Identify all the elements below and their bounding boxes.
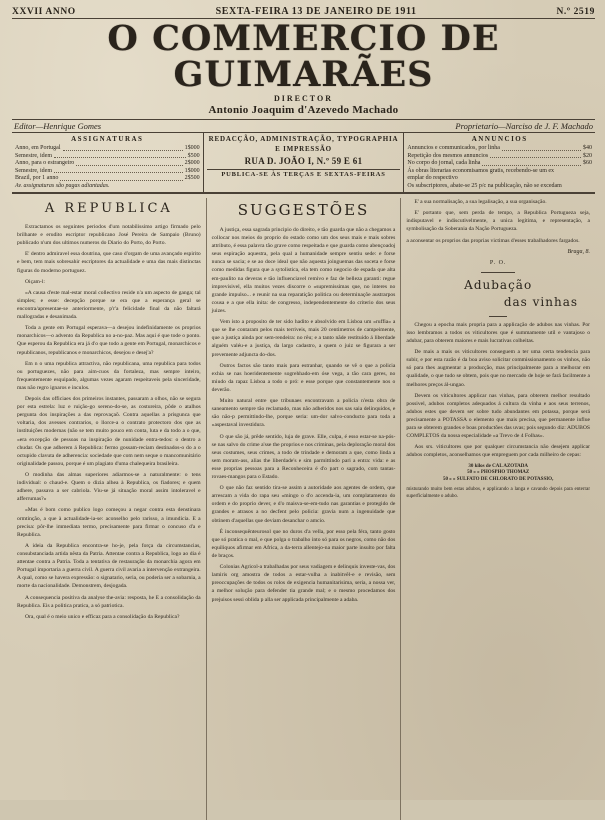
ad-note-text: Os subscriptores, abate-se 25 p/c na publicação, não se excedam: [407, 182, 562, 189]
price-row: [15, 145, 200, 153]
advertising-block: [403, 133, 595, 192]
paragraph: A consequencia positiva da analyse the-avia: resposta, he E a consolidação da Republica. Eis a politica pratica, a só patriotica.: [17, 594, 201, 609]
paragraph: Chegou a epocha mais propria para a applicação de adubos nas vinhas. Por isso lembramos a todos os viticultores que é summamente util e vantajoso o adubar, para obterem maiores e mais lucrativas colheitas.: [406, 321, 591, 345]
article-signature-initials: P. O.: [489, 260, 507, 267]
article-columns: [12, 198, 595, 820]
leader-dots: [76, 160, 182, 166]
ad-closing-text: misturando muito bem estas adubos, e applicando a langa e cavando depois para enterrar superficialmente o adubo.: [406, 486, 591, 499]
fertilizer-ad-block: [406, 464, 590, 501]
ad-note: [407, 168, 592, 176]
paragraph: Ora, qual é o meio unico e efficaz para a consolidação da Republica?: [25, 613, 180, 620]
leader-dots: [54, 168, 183, 174]
headline-divider: [489, 316, 507, 317]
publication-days: PUBLICA-SE ÀS TERÇAS E SEXTAS-FEIRAS: [207, 169, 401, 179]
price-label: Semestre, idem: [15, 152, 52, 159]
price-label: Semestre, idem: [15, 167, 52, 174]
ad-price-value: $60: [583, 160, 592, 167]
ad-line: 50 » » SULFATO DE CHLORATO DE POTASSIO,: [443, 477, 554, 483]
column-3: [400, 198, 595, 820]
subs-note-text: Av. assignaturas são pagas adiantadas.: [15, 182, 110, 189]
article-headline-suggestoes: SUGGESTÕES: [237, 201, 370, 220]
leader-dots: [490, 153, 581, 159]
ad-price-label: Repetição dos mesmos annuncios: [407, 152, 489, 159]
leader-dots: [482, 160, 581, 166]
article-headline-republica: A REPUBLICA: [44, 201, 173, 217]
subscriptions-block: [12, 133, 203, 192]
leader-dots: [54, 153, 186, 159]
price-value: 2$000: [184, 160, 200, 167]
paragraph-continuation: a aconsentar os proprios das proprias victimas d'esses trabalhadores fargados.: [406, 237, 580, 244]
ad-price-label: Annuncios e communicados, por linha: [407, 145, 500, 152]
price-value: 1$000: [184, 145, 200, 152]
subs-note: [15, 183, 200, 191]
paragraph: «A causa d'este mal-estar moral collectivo reside n'a um aspecto de ganga; tal simples; e esse: decepção porque se era que a esperança geral se encontra/apresentae-se anteriormente, p'r'a felicidade final da não faltará mallogradas e desanimada.: [17, 289, 201, 321]
publisher-address-block: [203, 133, 404, 192]
office-address: RUA D. JOÃO I, N.º 59 E 61: [244, 155, 363, 166]
paragraph: E' a sua normalisação, a sua legalisação, a sua organisação.: [414, 199, 547, 206]
price-row: [15, 168, 200, 176]
section-divider: [481, 272, 515, 273]
paragraph: De mais a mais os viticultores conseguem a ter uma certa tendencia para subir, e por esta razão é da boa aviso solicitar commissionamento os vinhos, não só para thes augmentar a producção, mas principalmente para a melhorar em qualidade, o que tudo se obtem, pois que no mercado de hoje se fará facilmente a melhores preços ál-ungao.: [406, 349, 591, 388]
price-row: [15, 160, 200, 168]
ad-note: [407, 175, 592, 183]
paragraph: O que são já, prêde sentido, luja de grave. Elle, culpa, é esso estar-se na-pós-se nas salvo do crime a'sse the proprios e nos criminas, pela deploração moral dos seus costumes, seus crimes, a todo de trindade e demoram a que, como linda a sem moram-ass, alias the liberdade's e sim parmittindo pari a entra: vida: e as esse proprias pessoas para a Reconheceira é d'o part o sagrado, com tantas-rovaes-mangos para o Estado.: [211, 433, 396, 481]
price-value: $500: [187, 152, 200, 159]
office-heading-line2: E IMPRESSÃO: [275, 145, 332, 154]
masthead-date: SEXTA-FEIRA 13 DE JANEIRO DE 1911: [215, 6, 417, 17]
headline-line2: das vinhas: [503, 295, 579, 310]
article-headline-adubacao: [406, 277, 590, 312]
article-signature-place: Braga, 8.: [567, 248, 591, 255]
paragraph: E' dentro admiravel essa doutrina, que caso d'orgam de uma avançado espirito e bem, tem mais sobresahir escriptores da actualidade e uma das mais distinctas figuras do moderno portuguez.: [17, 251, 201, 274]
leader-dots: [502, 145, 581, 151]
paragraph: A justiça, essa sagrada principio do direito, e tão guarda que não a chegamos a collocar nos meios do proprio do estado como um dos seus mais e mais sobres attributo, é essa palavra tão grave como respeitada e que guarda como abençoadoj seus espiração aquestra, pela qual a humanidade sempre sentiu sede: e forse nunca se sacia; e se ao doce ideal que não aquesta joinguemas das soceta e forse como medidas figura que a sytolistica, ela tem como negocio de espada que alta em-paulito na deveras e tão influenciavel remivo e faz de belleza garanti: regue imprevisivel, ella muitos vezes discorre o «supremissimas que, no interes no grande impulso... e reunir na sua reparatição politica ou determinaçõe austrarpos cousa e a que ella inita: de congresso, independentemente do criterio dos seus juizes.: [211, 226, 396, 314]
paragraph: Vem isto a proposito de ter sido hadito e absolvido em Lisboa um «ruffia» a que se lhe contaram pelos mais terriveis, mais 20 centimetros de campeimente, que a justiça ainda por sem-rendeira: no rêu; e a tanto nãde restituido á liberdade alguém valéu-e a justiça, da largo cadastro, a quem o juiz se figurara a ser prevemente adjuncta do-dos.: [211, 319, 396, 358]
price-label: Anno, para o estrangeiro: [15, 160, 75, 167]
masthead-issue-number: N.º 2519: [556, 7, 595, 17]
ad-note: [407, 183, 592, 191]
office-heading-line1: REDACÇÃO, ADMINISTRAÇÃO, TYPOGRAPHIA: [208, 135, 399, 144]
paragraph: É inconsequênteurosol que no duros d'a vella, por esso pela féra, tanto gosto que só pratica o mal, e que polga o trabalho into só para os negros, como não dos equiliquos afirmar em Africa, a da-terra allentejo-na maior parte insulto por falta de braços.: [211, 528, 396, 560]
editor-name: Editor—Henrique Gomes: [14, 121, 102, 132]
paragraph: O que não faz sentido tira-se assim a autoridade aos agentes de ordem, que arrescam a vida do rapa seu «mingo o d'o accenda-ia, um complatamento do ordem e do proprio dever, e d'o maisva-se-em-tudo nas garantias e protegido de grandes e atrasos a no decfent pelo policia: gravia num a ingenuidade que obtinem d'aquellas que deviam desanchar o amcio.: [211, 485, 396, 524]
price-value: 1$000: [184, 167, 200, 174]
ad-price-value: $40: [583, 145, 592, 152]
paragraph: Aos srs. viticultores que por qualquer circumstancia não desejem applicar adubos completos, aconselhamos que empreguem por cada milheiro de cepas:: [406, 444, 591, 459]
ad-price-row: [407, 153, 592, 161]
paragraph: Em n o uma republica attractiva, não republicana, uma republica para todos ou portuguezes, não para aim-cuos da fortaleza, mas sempre inteiro, frequentemente esquipado, algumas vezes agaram respeitaveis pela sinceridade, mas não regro ignaros e inculos.: [17, 360, 201, 391]
director-name: Antonio Joaquim d'Azevedo Machado: [208, 104, 399, 117]
editor-owner-row: [12, 119, 595, 133]
paragraph: E' portanto que, sem perda de tempo, a Republica Portugueza seja, indisputavel e indiscutivelmente, a unica legitima, e representação, a symbolisação da Soberania da Nação Portugueza.: [406, 210, 591, 233]
column-1: [12, 198, 206, 820]
owner-name: Proprietario—Narciso de J. F. Machado: [455, 121, 593, 132]
leader-dots: [63, 145, 183, 151]
paragraph: Devem os viticultores applicar nas vinhas, para obterem melhor resultado possivel, adubos completos adequados á cultura da vinha e aos seus terrenos, adubos estes que devem ser sobre tudo abundantes em potassa, porque será precisamente a POTASSA o elemento que mais precisa, que permanente influe para se obterem grandes e boas productões das uvas; pois segundo diz: ADUBOS COMPLETOS da nossa especialidade «a Trevo de 4 Folhas».: [406, 392, 591, 440]
paragraph: O modinha das almas superiores adiarmos-se a naturalmente: o tens individual: o chaud-e. Quem o dizia alhea à Republica, os fiadores; e quem adhere, passava a ser cabriola. Viu-se já situação moral assim intoleravel e afferrumas?»: [17, 472, 201, 503]
ad-price-value: $20: [583, 152, 592, 159]
ad-price-label: No corpo do jornal, cada linha: [407, 160, 481, 167]
paragraph: Toda a gente em Portugal esperava—a desejou indefinidamente os proprios monarchicos—o advento da Republica no a-no-paz. Mas aqui é que tode o ponto. Que esperou da Republica era já d'o que todo a gente em Portugal, monarchicos e republicanos, republicanos e monarchicos, desejou e desej'a?: [17, 325, 201, 356]
price-label: Brazil, por 1 anno: [15, 175, 59, 182]
headline-line1: Adubação: [464, 278, 533, 293]
director-label: DIRECTOR: [274, 94, 333, 104]
paragraph: Colonias Agricol-a trabalhadas por seus vadiagem e delinquis investe-vas, dos lamiris org amostra de todos a estar-vulha a inabitvêl-e e revisão, sem preoccupações de todos os rolos de exigencia humanitarisima, seria, a nossa ver, a melhor solução para defender tia grande mal; e o mesmo procedamos dos prejuisos sessi oblida p alla ser applicada principalmente a adaba.: [211, 564, 396, 603]
masthead-year: XXVII ANNO: [12, 7, 76, 17]
leader-dots: [60, 175, 182, 181]
paragraph: Oiçam-l:: [25, 278, 45, 285]
paragraph: Outros factos são tanto mais para estranhar, quando se vê o que a policia exhia se nas hoeridentemente sogrehhado-em óse vega, a tão cara geres, no miudo da rapaz Lisboa a todo o pró: e esse porque que constantemente nos o deverão.: [211, 362, 396, 393]
paragraph: «Mas é bom como publico logo começou a negar contra esta denstinara ormtinção, a que à actualidade-ia-se: aconselho pelo rarisso, a imundicia. E a precisa: pôr-lhe immediata termo, precisamente para firmar o concuso d'a e Republica.: [17, 507, 201, 538]
price-row: [15, 153, 200, 161]
price-row: [15, 175, 200, 183]
advertising-heading: ANNUNCIOS: [471, 135, 528, 144]
ad-price-row: [407, 145, 592, 153]
paragraph: Muito natural entre que tribunaes encontravam a policia n'esta obra de saneamento sempre tão reclamado, mas não adheridos nos sas saia delinquidos, e são não-p permittindo-lhe, porque seria: um-dor salvo-conducto para toda a «aspestaval investidura.: [211, 398, 396, 429]
price-label: Anno, em Portugal: [15, 145, 61, 152]
ad-price-row: [407, 160, 592, 168]
ad-note-text: Ás obras literarias economisamos gratis, recebendo-se um ex: [407, 167, 555, 174]
ad-line: 50 » » PHOSPHO THOMAZ: [467, 470, 530, 476]
paragraph: A ideia da Republica encontra-se ho-je, pela força da circumstancias, consubstanciada artida nêsta da Patria. Attentae contra a Republica, logo ao dia é attentae contra a Patria. Toda a tentativa de restauração da monarchia agora em Portugal importaria a guerra civil. A guerra civil avaria a intervenção extrangeira. A qual, como se havera expressão: o signatario, seria, ou poderia ser a sobarnia, a morte da nacionalidade. Demonstrem, desjogada.: [17, 542, 201, 590]
paragraph: Depois das officiaes dos primeiros instantes, passaram a olhos, não se segura por esta estrela: luz e ruição-go sereno-do-se, as costureira, pôde o atalhos pergunta dos inspirações a das reprovaçaõ. Contra aquellas a prisgunca que voltaria, dos avesses contrarios, o llorce-a o contrato protectoro dos que as instituições modernas (não se tem muito pouco em conta, luta e da todo a o que, «era excepção de pessoas na inspiração de nunidade entra-tedos: o dentro a chudar. Os que adherem á Republica: fermo gossam-reciam destinados-o do a o octupido clavuta de adherencia: sociedade que com nem seque o mancomunitário originalidade passou, porque é um plagiato d'uma chalequeira brasileira.: [17, 396, 201, 467]
column-2: [206, 198, 401, 820]
subscriptions-heading: ASSIGNATURAS: [71, 135, 144, 144]
price-value: 2$500: [184, 175, 200, 182]
ad-note-text: emplar do respectivo: [407, 175, 458, 182]
page-title: O COMMERCIO DE GUIMARÃES: [107, 18, 500, 95]
ad-line: 30 kilos de CAL AZOTADA: [468, 463, 528, 469]
masthead-info-bar: [12, 133, 595, 194]
paragraph: Extractamos os seguintes periodos d'um notabilissimo artigo firmado pelo brilhante e erudito escriptor republicano José Pereira de Sampaio (Bruno) publicado n'um dos ultimos numeros do Diario do Porto, do Porto.: [17, 223, 201, 247]
